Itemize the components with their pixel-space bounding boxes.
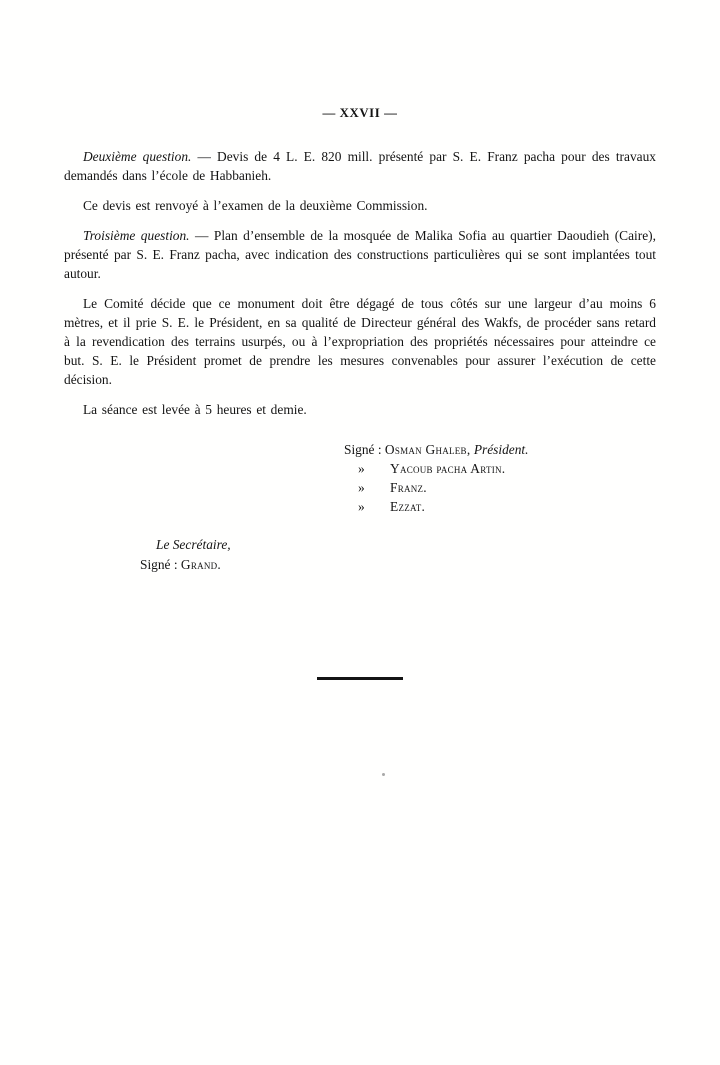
signature-name: Osman Ghaleb, [384,442,471,457]
ditto-mark: » [358,461,365,476]
paragraph-text: Ce devis est renvoyé à l’examen de la deuxième Commission. [83,198,428,213]
paragraph-levee-seance [64,400,656,419]
signature-prefix: Signé : [344,442,385,457]
secretary-block [140,535,656,575]
paragraph-troisieme-question [64,226,656,283]
question-lead: Deuxième question. [83,149,192,164]
signature-name: Franz. [390,480,427,495]
paragraph-text: — Plan d’ensemble de la mosquée de Malika Sofia au quartier Daoudieh (Caire), présenté par S. E. Franz pacha, avec indication des constructions particulières qui se sont implantées tout autour. [64,228,656,281]
signature-prefix: Signé : [140,557,181,572]
paragraph-renvoi-devis [64,196,656,215]
signature-name: Ezzat. [390,499,426,514]
paragraph-text: Le Comité décide que ce monument doit être dégagé de tous côtés sur une largeur d’au moins 6 mètres, et il prie S. E. le Président, en sa qualité de Directeur général des Wakfs, de procéder sans retard à la revendication des terrains usurpés, ou à l’expropriation des propriétés nécessaires pour atteindre ce but. S. E. le Président promet de prendre les mesures convenables pour assurer l’exécution de cette décision. [64,296,656,387]
paragraph-decision-comite [64,294,656,389]
secretary-signature-line [140,555,656,575]
signature-line-franz [344,478,656,497]
section-divider [317,677,403,680]
paragraph-deuxieme-question [64,147,656,185]
secretary-role: Le Secrétaire, [156,537,231,552]
signature-line-president [344,440,656,459]
question-lead: Troisième question. [83,228,190,243]
paragraph-text: — Devis de 4 L. E. 820 mill. présenté par S. E. Franz pacha pour des travaux demandés dans l’école de Habbanieh. [64,149,656,183]
signature-line-ezzat [344,497,656,516]
signature-block [344,440,656,516]
scan-speck [382,773,385,776]
signature-title: Président. [473,442,529,457]
secretary-name: Grand. [180,557,222,572]
ditto-mark: » [358,499,365,514]
paragraph-text: La séance est levée à 5 heures et demie. [83,402,307,417]
signature-line-yacoub [344,459,656,478]
signature-name: Yacoub pacha Artin. [390,461,506,476]
page-number: — XXVII — [322,106,398,120]
ditto-mark: » [358,480,365,495]
